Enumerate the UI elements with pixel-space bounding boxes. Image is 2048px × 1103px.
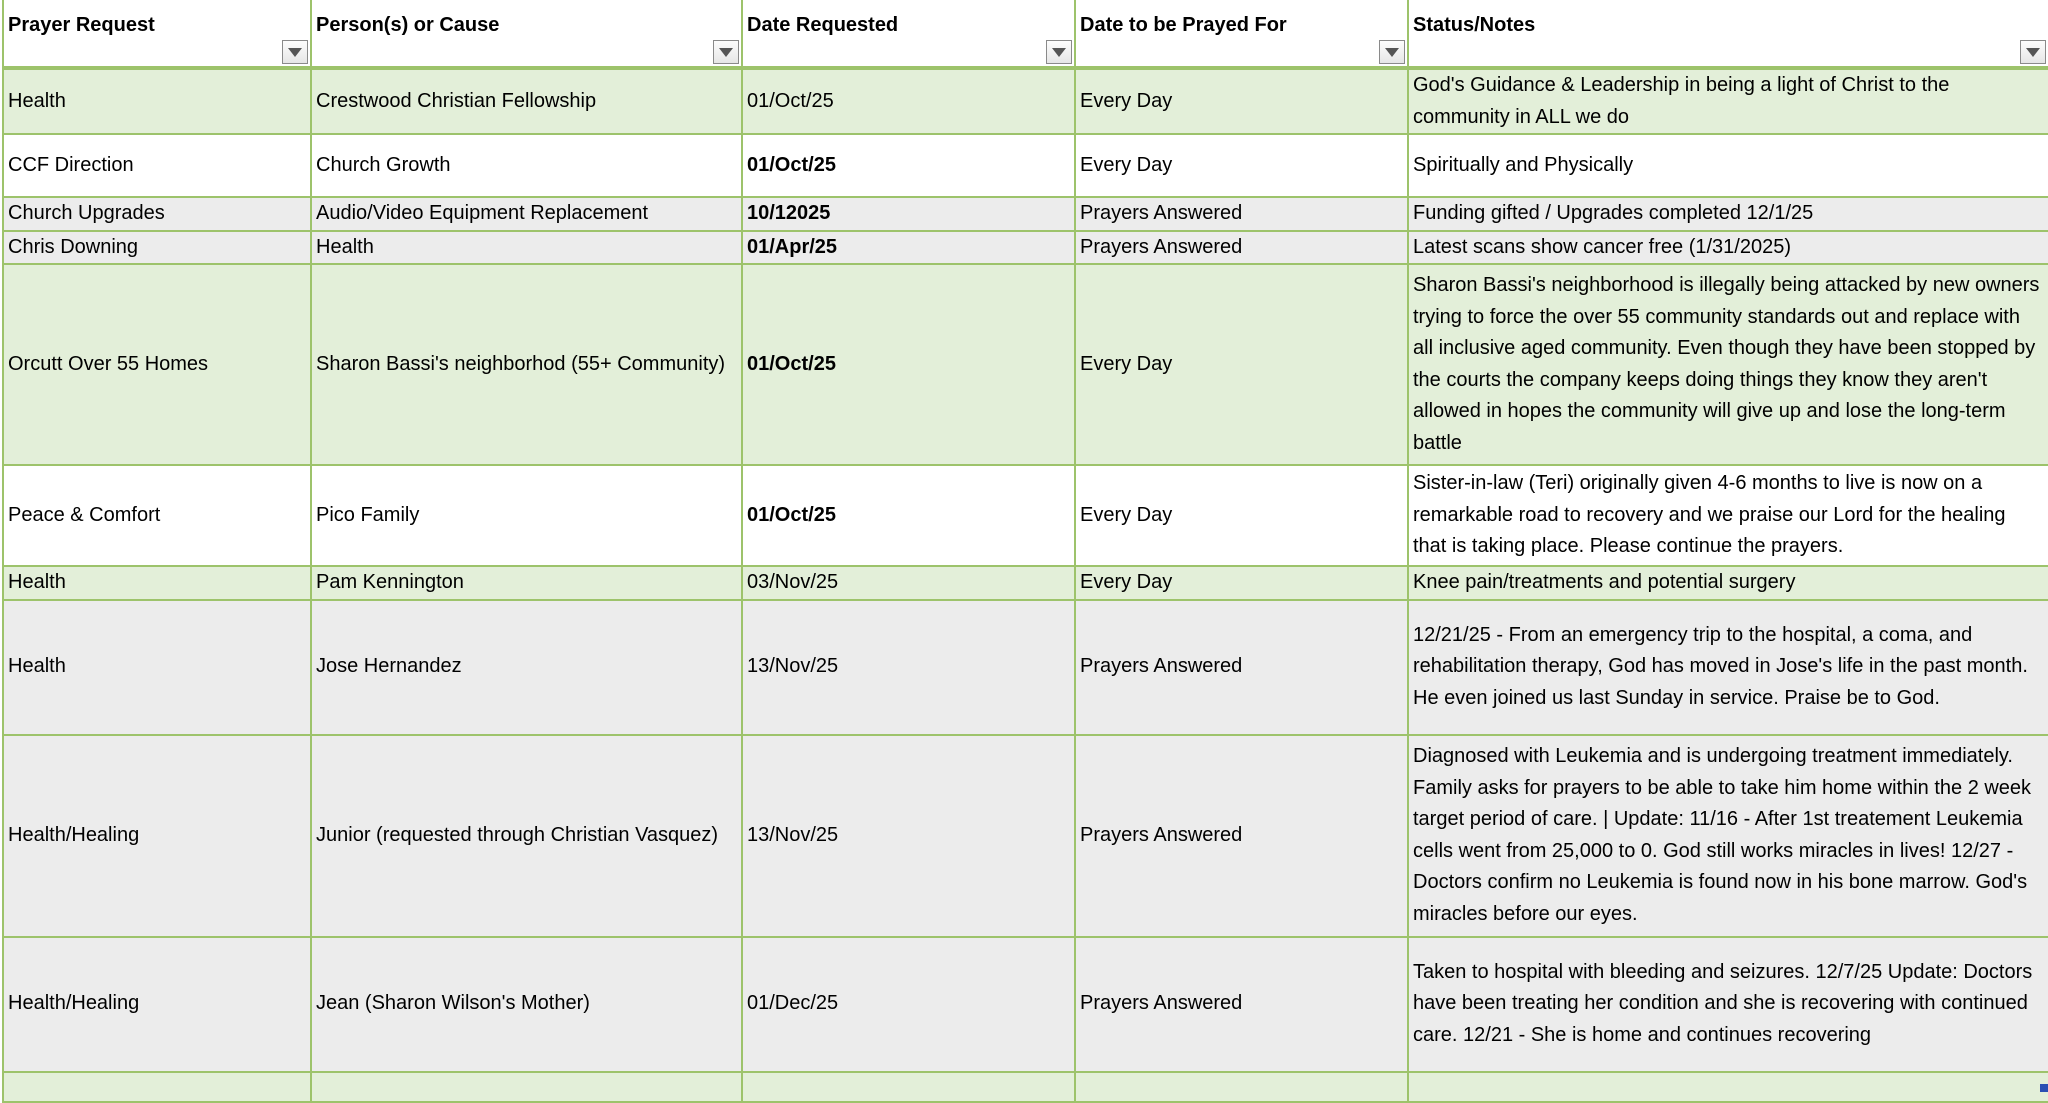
cell-status-notes[interactable]: Sharon Bassi's neighborhood is illegally being attacked by new owners trying to force the over 55 community standards out and replace with all inclusive aged community. Even though they have been stopped by the courts the company keeps doing things they know they aren't allowed in hopes the community will give up and lose the long-term battle [1408,264,2048,465]
table-row [3,735,2048,937]
cell-status-notes[interactable]: Funding gifted / Upgrades completed 12/1/25 [1408,197,2048,231]
cell-date-requested[interactable]: 01/Oct/25 [742,264,1075,465]
header-date-requested[interactable] [742,0,1075,68]
cell-date-to-be-prayed-for[interactable]: Prayers Answered [1075,600,1408,735]
cell-prayer-request[interactable]: Health [3,566,311,600]
table-row [3,264,2048,465]
cell-person-or-cause[interactable]: Crestwood Christian Fellowship [311,68,742,134]
table-row-empty [3,1072,2048,1102]
cell-person-or-cause[interactable]: Health [311,231,742,265]
cell-person-or-cause[interactable] [311,1072,742,1102]
cell-date-requested[interactable]: 13/Nov/25 [742,735,1075,937]
cell-prayer-request[interactable] [3,1072,311,1102]
cell-date-requested[interactable]: 01/Apr/25 [742,231,1075,265]
header-label: Person(s) or Cause [316,14,500,36]
header-label: Prayer Request [8,14,155,36]
table-row [3,134,2048,197]
cell-date-to-be-prayed-for[interactable]: Every Day [1075,68,1408,134]
table-row [3,600,2048,735]
cell-date-to-be-prayed-for[interactable]: Prayers Answered [1075,937,1408,1072]
cell-date-requested[interactable]: 10/12025 [742,197,1075,231]
cell-status-notes[interactable] [1408,1072,2048,1102]
cell-prayer-request[interactable]: Chris Downing [3,231,311,265]
cell-person-or-cause[interactable]: Jose Hernandez [311,600,742,735]
table-row [3,68,2048,134]
cell-date-requested[interactable]: 01/Oct/25 [742,68,1075,134]
cell-person-or-cause[interactable]: Church Growth [311,134,742,197]
cell-prayer-request[interactable]: Orcutt Over 55 Homes [3,264,311,465]
cell-status-notes[interactable]: Taken to hospital with bleeding and seizures. 12/7/25 Update: Doctors have been treating her condition and she is recovering with continued care. 12/21 - She is home and continues recovering [1408,937,2048,1072]
cell-date-to-be-prayed-for[interactable]: Prayers Answered [1075,197,1408,231]
cell-date-to-be-prayed-for[interactable]: Every Day [1075,465,1408,566]
cell-date-to-be-prayed-for[interactable]: Every Day [1075,566,1408,600]
header-label: Status/Notes [1413,14,1536,36]
filter-dropdown-icon[interactable] [1046,40,1072,64]
cell-status-notes[interactable]: God's Guidance & Leadership in being a light of Christ to the community in ALL we do [1408,68,2048,134]
table-row [3,937,2048,1072]
filter-dropdown-icon[interactable] [2020,40,2046,64]
cell-date-to-be-prayed-for[interactable] [1075,1072,1408,1102]
cell-status-notes[interactable]: Knee pain/treatments and potential surgery [1408,566,2048,600]
cell-date-requested[interactable] [742,1072,1075,1102]
cell-date-requested[interactable]: 01/Oct/25 [742,465,1075,566]
cell-date-to-be-prayed-for[interactable]: Every Day [1075,134,1408,197]
cell-date-to-be-prayed-for[interactable]: Prayers Answered [1075,735,1408,937]
header-person-or-cause[interactable] [311,0,742,68]
header-status-notes[interactable] [1408,0,2048,68]
cell-prayer-request[interactable]: Health/Healing [3,937,311,1072]
filter-dropdown-icon[interactable] [282,40,308,64]
cell-date-requested[interactable]: 01/Dec/25 [742,937,1075,1072]
cell-status-notes[interactable]: Latest scans show cancer free (1/31/2025) [1408,231,2048,265]
table-row [3,231,2048,265]
cell-person-or-cause[interactable]: Jean (Sharon Wilson's Mother) [311,937,742,1072]
cell-date-to-be-prayed-for[interactable]: Every Day [1075,264,1408,465]
header-prayer-request[interactable] [3,0,311,68]
prayer-request-table [2,0,2048,1103]
header-label: Date Requested [747,14,899,36]
cell-prayer-request[interactable]: Health [3,68,311,134]
cell-status-notes[interactable]: Spiritually and Physically [1408,134,2048,197]
header-row [3,0,2048,68]
cell-person-or-cause[interactable]: Junior (requested through Christian Vasquez) [311,735,742,937]
cell-status-notes[interactable]: Diagnosed with Leukemia and is undergoing treatment immediately. Family asks for prayers to be able to take him home within the 2 week target period of care. | Update: 11/16 - After 1st treatement Leukemia cells went from 25,000 to 0. God still works miracles in lives! 12/27 - Doctors confirm no Leukemia is found now in his bone marrow. God's miracles before our eyes. [1408,735,2048,937]
table-row [3,465,2048,566]
filter-dropdown-icon[interactable] [713,40,739,64]
cell-person-or-cause[interactable]: Sharon Bassi's neighborhod (55+ Community) [311,264,742,465]
cell-prayer-request[interactable]: CCF Direction [3,134,311,197]
cell-status-notes[interactable]: 12/21/25 - From an emergency trip to the hospital, a coma, and rehabilitation therapy, God has moved in Jose's life in the past month. He even joined us last Sunday in service. Praise be to God. [1408,600,2048,735]
filter-dropdown-icon[interactable] [1379,40,1405,64]
table-resize-handle[interactable] [2040,1084,2048,1092]
header-label: Date to be Prayed For [1080,14,1287,36]
table-row [3,566,2048,600]
cell-date-requested[interactable]: 13/Nov/25 [742,600,1075,735]
cell-person-or-cause[interactable]: Pico Family [311,465,742,566]
cell-status-notes[interactable]: Sister-in-law (Teri) originally given 4-6 months to live is now on a remarkable road to recovery and we praise our Lord for the healing that is taking place. Please continue the prayers. [1408,465,2048,566]
cell-date-requested[interactable]: 01/Oct/25 [742,134,1075,197]
cell-person-or-cause[interactable]: Audio/Video Equipment Replacement [311,197,742,231]
cell-prayer-request[interactable]: Health [3,600,311,735]
cell-date-requested[interactable]: 03/Nov/25 [742,566,1075,600]
table-row [3,197,2048,231]
cell-date-to-be-prayed-for[interactable]: Prayers Answered [1075,231,1408,265]
cell-prayer-request[interactable]: Peace & Comfort [3,465,311,566]
cell-prayer-request[interactable]: Health/Healing [3,735,311,937]
cell-person-or-cause[interactable]: Pam Kennington [311,566,742,600]
cell-prayer-request[interactable]: Church Upgrades [3,197,311,231]
header-date-to-be-prayed-for[interactable] [1075,0,1408,68]
